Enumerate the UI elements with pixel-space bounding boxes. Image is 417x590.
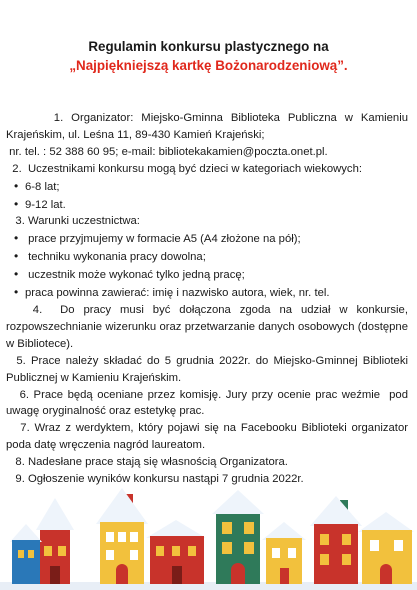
house-green (212, 490, 264, 584)
paragraph-organizer: 1. Organizator: Miejsko-Gminna Biblioteka Publiczna w Kamieniu Krajeńskim, ul. Leśna 11, 89-430 Kamień Krajeński; (6, 112, 412, 141)
christmas-houses-illustration (0, 476, 417, 590)
regulations-body (6, 110, 412, 488)
paragraph-verdict: 7. Wraz z werdyktem, który pojawi się na Facebooku Biblioteki organizator poda datę wręczenia nagród laureatom. (6, 422, 412, 452)
house-red-long (146, 520, 206, 584)
house-yellow-tall (96, 488, 148, 584)
condition-bullet-2 (6, 248, 408, 266)
paragraph-ownership: 8. Nadesłane prace stają się własnością Organizatora. (6, 456, 288, 469)
paragraph-deadline: 5. Prace należy składać do 5 grudnia 2022r. do Miejsko-Gminnej Biblioteki Publicznej w Kamieniu Krajeńskim. (6, 354, 412, 384)
condition-bullet-1-text: prace przyjmujemy w formacie A5 (A4 złożone na pół); (25, 233, 301, 246)
condition-bullet-3-text: uczestnik może wykonać tylko jedną pracę; (25, 269, 245, 282)
document-title (0, 37, 417, 75)
conditions-heading: 3. Warunki uczestnictwa: (6, 215, 140, 228)
age-bullet-1-text: 6-8 lat; (25, 180, 60, 193)
condition-bullet-3 (6, 266, 408, 284)
paragraph-consent: 4. Do pracy musi być dołączona zgoda na udział w konkursie, rozpowszechnianie wizerunku oraz przetwarzanie danych osobowych (dostępne w Bibliotece). (6, 303, 412, 350)
paragraph-results: 9. Ogłoszenie wyników konkursu nastąpi 7 grudnia 2022r. (6, 473, 304, 486)
title-line-1: Regulamin konkursu plastycznego na (88, 39, 329, 54)
paragraph-contact: nr. tel. : 52 388 60 95; e-mail: bibliotekakamien@poczta.onet.pl. (6, 145, 328, 158)
house-yellow-right (358, 512, 414, 584)
house-red-right (310, 496, 362, 584)
title-line-2: „Najpiękniejszą kartkę Bożonarodzeniową”. (69, 58, 348, 73)
house-red-left (36, 498, 74, 584)
house-yellow-small (262, 522, 306, 584)
age-bullet-2 (6, 196, 408, 214)
condition-bullet-4 (6, 284, 408, 302)
condition-bullet-1 (6, 230, 408, 248)
age-bullet-2-text: 9-12 lat. (25, 198, 66, 211)
house-blue-small (10, 524, 42, 584)
condition-bullet-2-text: techniku wykonania pracy dowolna; (25, 251, 206, 264)
paragraph-jury: 6. Prace będą oceniane przez komisję. Jury przy ocenie prac weźmie pod uwagę oryginalność oraz estetykę prac. (6, 388, 412, 418)
paragraph-participants: 2. Uczestnikami konkursu mogą być dzieci w kategoriach wiekowych: (6, 162, 362, 175)
condition-bullet-4-text: praca powinna zawierać: imię i nazwisko autora, wiek, nr. tel. (25, 287, 330, 300)
age-bullet-1 (6, 178, 408, 196)
